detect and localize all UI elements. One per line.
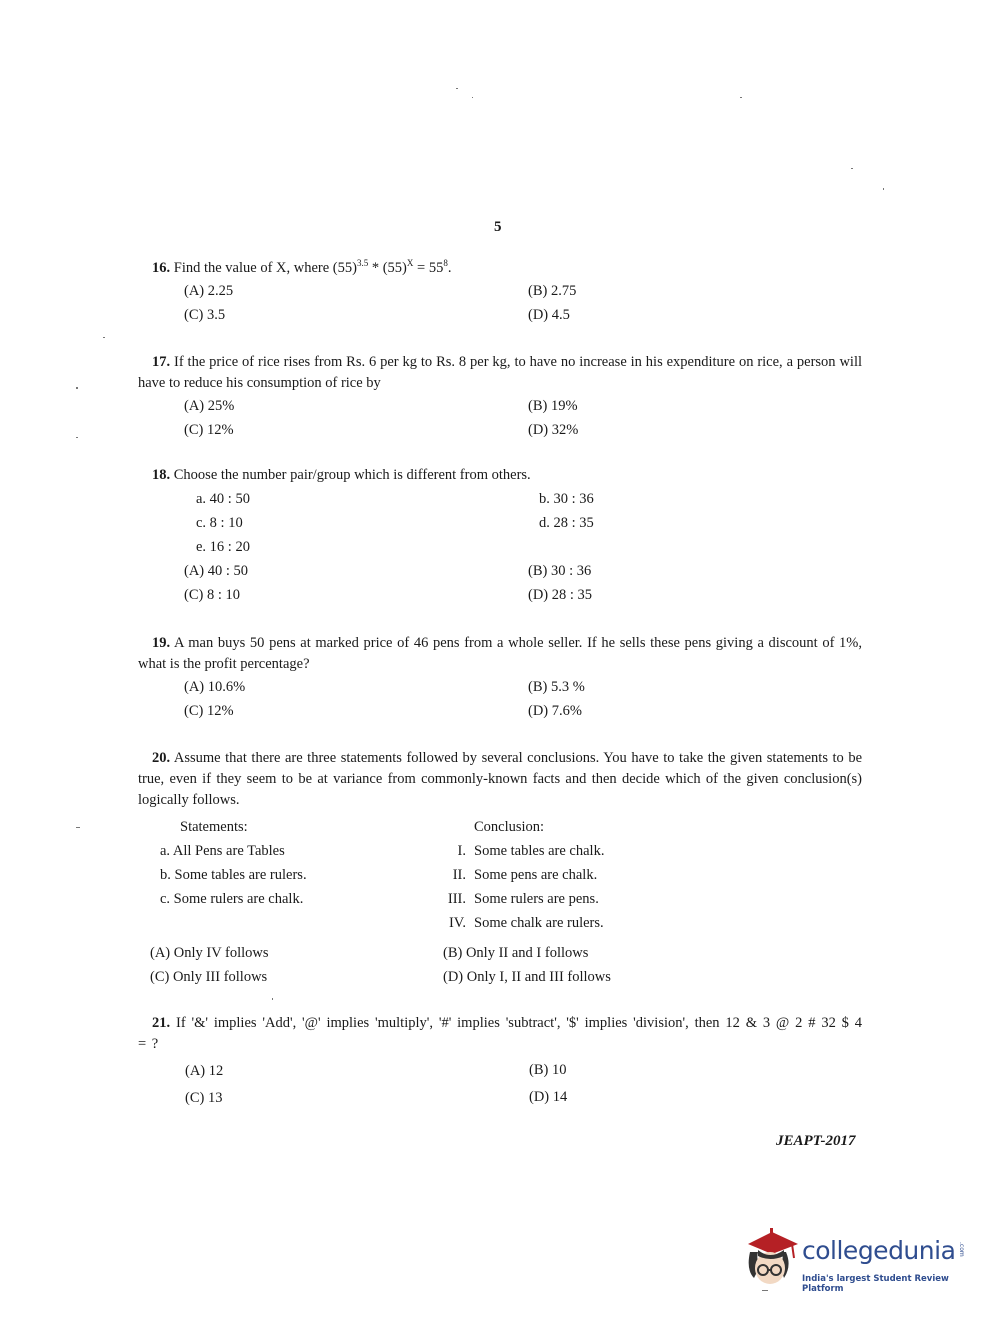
question-number: 19. [152,635,171,651]
option-d: (D) 7.6% [528,703,582,719]
statement: c. Some rulers are chalk. [160,891,304,907]
statement: a. All Pens are Tables [160,843,285,859]
option-d: (D) Only I, II and III follows [443,969,611,985]
question-text: Choose the number pair/group which is different from others. [173,467,531,483]
option-c: (C) 13 [185,1090,223,1106]
option-a: (A) 40 : 50 [184,563,249,579]
mascot-icon [742,1226,802,1288]
scan-speck [472,97,473,98]
question-text: If the price of rice rises from Rs. 6 per kg to Rs. 8 per kg, to have no increase in his expenditure on rice, a person will have to reduce his consumption of rice by [138,354,862,391]
option-a: (A) 25% [184,398,235,414]
option-d: (D) 14 [529,1089,568,1105]
brand-domain: .com [958,1242,965,1257]
exam-code: JEAPT-2017 [776,1133,856,1149]
list-item: e. 16 : 20 [196,539,250,555]
option-d: (D) 32% [528,422,579,438]
option-c: (C) 8 : 10 [184,587,240,603]
question-number: 17. [152,354,171,370]
option-a: (A) Only IV follows [150,945,269,961]
option-b: (B) 5.3 % [528,679,585,695]
question-number: 21. [152,1015,171,1031]
option-a: (A) 10.6% [184,679,246,695]
scan-speck [740,97,742,98]
option-c: (C) 12% [184,703,234,719]
scan-speck [851,168,853,169]
question-16 [152,258,451,277]
question-text: Assume that there are three statements followed by several conclusions. You have to take the given statements to be true, even if they seem to be at variance from commonly-known facts and then decide which of the given conclusion(s) logically follows. [138,750,863,808]
question-19 [138,633,862,675]
conclusion-numeral: IV. [448,915,466,931]
brand-name: collegedunia [802,1236,956,1265]
statements-heading: Statements: [180,819,248,835]
question-number: 18. [152,467,171,483]
option-b: (B) Only II and I follows [443,945,589,961]
option-a: (A) 12 [185,1063,224,1079]
statement: b. Some tables are rulers. [160,867,307,883]
conclusion: Some rulers are pens. [474,891,599,907]
question-17 [138,352,862,394]
collegedunia-logo [742,1226,972,1296]
list-item: a. 40 : 50 [196,491,250,507]
conclusion-numeral: I. [457,843,466,859]
option-b: (B) 19% [528,398,578,414]
conclusion-numeral: II. [452,867,466,883]
scan-speck [883,188,884,190]
page-number: 5 [494,219,502,235]
conclusion: Some chalk are rulers. [474,915,604,931]
question-number: 20. [152,750,171,766]
option-c: (C) 12% [184,422,234,438]
scan-speck [456,88,458,89]
option-c: (C) Only III follows [150,969,268,985]
option-c: (C) 3.5 [184,307,226,323]
question-text: A man buys 50 pens at marked price of 46 pens from a whole seller. If he sells these pens giving a discount of 1%, what is the profit percentage? [138,635,862,672]
question-21 [138,1013,862,1055]
question-text: Find the value of X, where $(55)^{3.5} * (55)^X = 55^8$. [173,258,452,276]
scan-speck [762,1290,768,1291]
scan-speck [76,387,78,389]
option-b: (B) 2.75 [528,283,577,299]
conclusion-numeral: III. [447,891,466,907]
option-a: (A) 2.25 [184,283,234,299]
question-20 [138,748,862,811]
option-b: (B) 10 [529,1062,567,1078]
option-b: (B) 30 : 36 [528,563,592,579]
list-item: c. 8 : 10 [196,515,243,531]
scan-speck [76,437,78,438]
conclusion-heading: Conclusion: [474,819,545,835]
question-text: If '&' implies 'Add', '@' implies 'multiply', '#' implies 'subtract', '$' implies 'division', then 12 & 3 @ 2 # 32 $ 4 = ? [138,1015,863,1052]
conclusion: Some pens are chalk. [474,867,598,883]
scan-speck [272,998,273,1000]
question-number: 16. [152,259,171,276]
brand-tagline: India's largest Student Review Platform [802,1274,949,1294]
scan-speck [76,827,80,828]
question-18 [152,467,531,484]
scan-speck [103,337,105,338]
option-d: (D) 28 : 35 [528,587,593,603]
conclusion: Some tables are chalk. [474,843,605,859]
list-item: d. 28 : 35 [539,515,594,531]
option-d: (D) 4.5 [528,307,570,323]
list-item: b. 30 : 36 [539,491,594,507]
